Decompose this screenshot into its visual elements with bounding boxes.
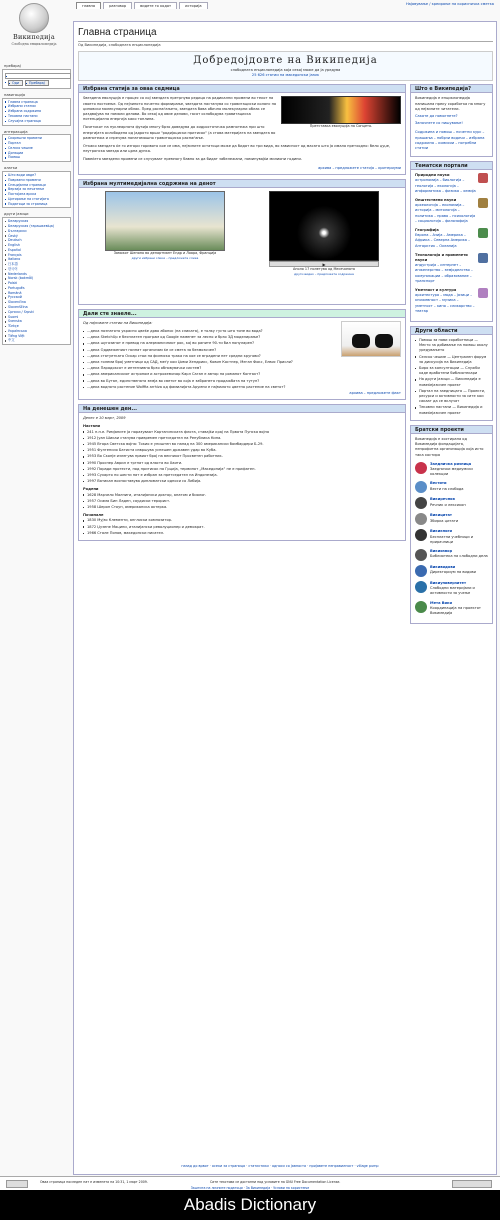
search-portlet bbox=[2, 64, 71, 89]
portal-name[interactable]: Уметност и култура bbox=[415, 288, 457, 293]
want-to-help-link[interactable]: Сакате да помогнете? bbox=[415, 113, 458, 118]
sister-project bbox=[415, 565, 488, 577]
today-date: Денес е 10 март, 2009 bbox=[83, 416, 126, 421]
event-item: 241 п.н.е. Римјаните ја поразуваат Картагинската флота, ставајќи крај на Првата Пунска војна bbox=[83, 430, 401, 435]
sister-project-desc: Заеднички медиумски колекции bbox=[430, 466, 473, 477]
language-link[interactable]: Português bbox=[5, 286, 68, 291]
tab-history[interactable]: историја bbox=[179, 2, 207, 9]
language-link[interactable]: Deutsch bbox=[5, 238, 68, 243]
sister-project-icon[interactable] bbox=[415, 549, 427, 561]
welcome-subtitle: слободната енциклопедија која секој може да ја уредува bbox=[230, 67, 341, 72]
bottom-links[interactable]: назад до врвот · осеки за страница · статистики · односи со јавноста · пријавете неправилност · village pump bbox=[181, 1164, 379, 1168]
tools-link[interactable]: Постојана врска bbox=[5, 192, 68, 197]
portal-links[interactable]: архитектура – мода – јазици – книжевност – музика – уметност – кино – сликарство – театар bbox=[415, 293, 475, 313]
sister-project-name[interactable]: Мета Вики bbox=[430, 600, 452, 605]
portal-links[interactable]: индустрија – интернет – инженерство – земјоделство – комуникации – образование – транспорт bbox=[415, 263, 473, 283]
top-bar bbox=[0, 0, 500, 22]
languages-portlet bbox=[2, 212, 71, 345]
search-button[interactable]: Пребарај bbox=[25, 80, 49, 86]
nav-link[interactable]: Главна страница bbox=[5, 100, 68, 105]
event-item: 1997 Ватикан воспоставува дипломатски односи со Либија. bbox=[83, 479, 401, 484]
birth-item: 1628 Марчело Малпиги, италијански доктор, анатом и биолог. bbox=[83, 493, 401, 498]
left-column bbox=[78, 84, 406, 628]
sister-project bbox=[415, 481, 488, 493]
right-column bbox=[410, 84, 493, 628]
portal-name[interactable]: Општествени науки bbox=[415, 197, 457, 202]
wikipedia-logo[interactable] bbox=[4, 3, 64, 63]
language-link[interactable]: Română bbox=[5, 291, 68, 296]
sister-project-name[interactable]: Заедничка ризница bbox=[430, 461, 472, 466]
tools-link[interactable]: Цитирање на статијата bbox=[5, 197, 68, 202]
dyk-item: ...дека статуетката Оскар стои на филмска трака на кое се вградени пет средни кругови? bbox=[83, 354, 401, 359]
dyk-item: ...дека познатото украсно цвеќе дрво абонос (на сликата), е толку густо што тоне во вода? bbox=[83, 329, 401, 334]
event-item: 1912 Јуан Шикаи станува привремен претседател на Република Кина. bbox=[83, 436, 401, 441]
other-area-item[interactable]: Помош за нови соработници — Место за добивање на помош околу уредувањето bbox=[415, 338, 488, 354]
portal-entry bbox=[415, 173, 488, 194]
tools-link[interactable]: Податоци за страница bbox=[5, 202, 68, 207]
event-item: 1945 Втора Светска војна: Токио е уништен во напад на 300 американски бомбардери Б-29. bbox=[83, 442, 401, 447]
language-link[interactable]: Русский bbox=[5, 295, 68, 300]
death-item: 1966 Стале Попов, македонски писател. bbox=[83, 531, 401, 536]
did-you-know-header: Дали сте знаеле... bbox=[79, 310, 405, 318]
navigation-portlet bbox=[2, 93, 71, 126]
dyk-item: ...дека шугозинот е превод на алерманичниот рок, кој во раните 90-ти бил популарен? bbox=[83, 341, 401, 346]
apollo-caption: Аполо 17 полетува од Месечината bbox=[292, 266, 355, 271]
language-link[interactable]: Беларуская bbox=[5, 219, 68, 224]
video-play-icon[interactable]: ▶ bbox=[269, 261, 379, 267]
sister-project bbox=[415, 497, 488, 509]
nav-link[interactable]: Избрани статии bbox=[5, 104, 68, 109]
sister-project-icon[interactable] bbox=[415, 513, 427, 525]
puzzle-globe-icon bbox=[19, 3, 49, 33]
featured-image-caption: Претставка еволуција на Сонцето. bbox=[309, 124, 373, 129]
portal-icon bbox=[478, 228, 488, 238]
language-link[interactable]: Español bbox=[5, 248, 68, 253]
chateau-image[interactable] bbox=[105, 191, 225, 251]
dyk-item: ...дека во Бутан, единствената земја во светот во која е забранета продажбата на тутун? bbox=[83, 379, 401, 384]
portal-links[interactable]: археологија – економија – историја – митологија – политика – право – психологија – социологија – филозофија bbox=[415, 203, 476, 223]
welcome-title: Добредојдовте на Википедија bbox=[193, 55, 378, 67]
deaths-label: Починале bbox=[83, 513, 104, 518]
featured-p1: Ѕвездена еволуција е процес со кој ѕвездата претрпува редица на радикални промени во текот на своето постоење. Од нејзиното почетно формирање, ѕвездата настанува со гравитациски колапс на џиновски молекуларни облак. Пред распаѓањето, ѕвездата бава обично молекуларни облак се раздвојува на помали делови. Во секој од овие делови, гасот ослободува гравитациска потенцијална енергија како топлина. bbox=[83, 96, 277, 122]
sister-project-icon[interactable] bbox=[415, 462, 427, 474]
featured-p4: Повеќето ѕвездени промени се случуваат премногу бавно за да бидат забележани, поминувајќи милиони години. bbox=[83, 157, 302, 162]
interaction-link[interactable]: Скорешни промени bbox=[5, 136, 68, 141]
tools-link[interactable]: Што води овде? bbox=[5, 173, 68, 178]
nav-link[interactable]: Избрана содржина bbox=[5, 109, 68, 114]
other-area-item[interactable]: На други јазици — Википедија е повеќејазичен проект bbox=[415, 377, 488, 387]
sister-project bbox=[415, 513, 488, 525]
language-link[interactable]: Беларуская (тарашкевіца) bbox=[5, 224, 68, 229]
sister-project-icon[interactable] bbox=[415, 581, 427, 593]
event-item: 1992 Поради протести, под притисок на Грција, терминот „Македонија“ не е прифатен. bbox=[83, 467, 401, 472]
more-videos-link[interactable]: други видео – предложете содржина bbox=[294, 271, 354, 276]
portal-icon bbox=[478, 198, 488, 208]
sister-project bbox=[415, 462, 488, 478]
what-is-header: Што е Википедија? bbox=[411, 85, 492, 93]
dyk-item: ...дека SketchUp е бесплатен програм од Google наменет за лесно и брзо 3Д моделирање? bbox=[83, 335, 401, 340]
sister-project bbox=[415, 601, 488, 617]
tools-link[interactable]: Верзија за печатење bbox=[5, 187, 68, 192]
navigation-header: навигација bbox=[4, 92, 26, 97]
dyk-intro: Од најновите статии на Википедија: bbox=[83, 320, 153, 325]
article-count[interactable]: 25 626 статии на македонски јазик bbox=[251, 72, 320, 77]
dyk-item: ...дека Парадоксот е интензивно брзо обновувачки систем? bbox=[83, 366, 401, 371]
dyk-item: ...дека водното растение Wolffia arrhiza од фамилијата Арумни е најмалото цветно растение на светот? bbox=[83, 385, 401, 390]
featured-article-box bbox=[78, 84, 406, 174]
contents-help-links[interactable]: Содржина и помош – почетни курс – прашања – побрзи водичи – избрана содржина – комисии – потребни статии bbox=[415, 130, 485, 150]
sister-project-icon[interactable] bbox=[415, 529, 427, 541]
featured-more-links[interactable]: архива – предложете статија – критериуми bbox=[318, 165, 401, 170]
portals-header: Тематски портали bbox=[411, 162, 492, 170]
tagline: Од Википедија, слободната енциклопедија bbox=[78, 42, 161, 47]
births-label: Родени bbox=[83, 487, 99, 492]
portal-name[interactable]: Природни науки bbox=[415, 173, 450, 178]
event-item: 1993 Сухарто по шести пат е избран за претседател на Индонезија. bbox=[83, 473, 401, 478]
interaction-link[interactable]: Помош bbox=[5, 155, 68, 160]
sister-project-name[interactable]: Вестити bbox=[430, 481, 447, 486]
language-link[interactable]: Nederlands bbox=[5, 272, 68, 277]
sister-project-name[interactable]: Викицитат bbox=[430, 513, 452, 518]
language-link[interactable]: Suomi bbox=[5, 315, 68, 320]
portal-icon bbox=[478, 173, 488, 183]
sister-project-icon[interactable] bbox=[415, 601, 427, 613]
sisters-intro: Википедија е хостирана од Викимедија фондацијата, непрофитна организација која исто така хостира bbox=[415, 436, 484, 457]
sister-projects-header: Братски проекти bbox=[411, 426, 492, 434]
language-link[interactable]: Français bbox=[5, 253, 68, 258]
what-is-wikipedia-box bbox=[410, 84, 493, 157]
language-link[interactable]: Český bbox=[5, 234, 68, 239]
sister-project-desc: Координација на проектот Викимедија bbox=[430, 605, 482, 615]
event-item: 1951 Фулгенсио Батиста извршува успешен државен удар во Куба. bbox=[83, 448, 401, 453]
interaction-link[interactable]: Донации bbox=[5, 151, 68, 156]
tools-link[interactable]: Специјални страници bbox=[5, 183, 68, 188]
event-item: 1990 Проспер Аврил е тргнат од власта во Хаити. bbox=[83, 461, 401, 466]
other-area-item[interactable]: Биро за консултации — Служби каде вработени библиотекари bbox=[415, 366, 488, 376]
tab-main[interactable]: главна bbox=[76, 2, 101, 9]
language-link[interactable]: Български bbox=[5, 229, 68, 234]
birth-item: 1958 Шерон Стоун, американска актерка. bbox=[83, 505, 401, 510]
interaction-portlet bbox=[2, 130, 71, 163]
welcome-banner bbox=[78, 51, 493, 81]
portals-box bbox=[410, 161, 493, 322]
other-area-item[interactable]: Селско чешмe — Централен форум за дискусија на Википедија bbox=[415, 355, 488, 365]
portal-name[interactable]: Географија bbox=[415, 228, 439, 232]
sister-project-desc: Слободни материјали и активности за учење bbox=[430, 586, 475, 596]
sister-project bbox=[415, 581, 488, 597]
tab-view-source[interactable]: видете го кодот bbox=[134, 2, 177, 9]
language-link[interactable]: 한국어 bbox=[5, 267, 68, 272]
language-link[interactable]: Slovenščina bbox=[5, 305, 68, 310]
language-link[interactable]: Slovenčina bbox=[5, 300, 68, 305]
featured-p3: Откако ѕвездата ќе го изгори горивото кое се има, нејзините остатоци може да бидат во три вида, во зависност од масата што ја имала претходно: бело џуџе, неутронска ѕвезда или црна дупка. bbox=[83, 143, 391, 154]
other-areas-header: Други области bbox=[411, 327, 492, 335]
what-is-text: Википедија е енциклопедија напишана преку соработка на многу од нејзините читатели. bbox=[415, 96, 486, 111]
language-link[interactable]: Norsk (bokmål) bbox=[5, 276, 68, 281]
on-this-day-box bbox=[78, 404, 406, 541]
dyk-item: ...дека американскиот астроном и астрохемичар Карл Саган е автор на романот Контакт? bbox=[83, 372, 401, 377]
portal-entry bbox=[415, 198, 488, 224]
sister-project-name[interactable]: Викиречник bbox=[430, 497, 456, 502]
sister-project-desc: Вести на слобода bbox=[430, 486, 464, 491]
languages-header: други јазици bbox=[4, 212, 29, 217]
last-modified: Оваа страница последен пат е изменета на 10:31, 1 март 2009. bbox=[40, 1180, 148, 1184]
featured-article-header: Избрана статија за оваа седмица bbox=[79, 85, 405, 93]
tools-link[interactable]: Поврзани промени bbox=[5, 178, 68, 183]
featured-p2: Почетокот на нуклеарната фузија многу брзо доведува до хидростатичка рамнотежа при што енергијата ослободена од јадрото врши "радијациски притисок" (а стова материјата на ѕвездата во рамнотежа и спречува понатамошно гравитациско распаѓање. bbox=[83, 125, 276, 140]
sidebar bbox=[0, 64, 73, 349]
interaction-link[interactable]: Селско чешмe bbox=[5, 146, 68, 151]
search-header: пребарај bbox=[4, 64, 21, 68]
portal-links[interactable]: Европа – Азија – Америка – Африка – Северна Америка – Антарктик – Океанија bbox=[415, 233, 470, 248]
language-link[interactable]: Türkçe bbox=[5, 324, 68, 329]
sister-projects-box bbox=[410, 425, 493, 624]
language-link[interactable]: Polski bbox=[5, 281, 68, 286]
on-this-day-header: На денешен ден... bbox=[79, 405, 405, 413]
featured-media-header: Избрана мултимедијална содржина на денот bbox=[79, 180, 405, 188]
sister-project bbox=[415, 529, 488, 545]
nav-link[interactable]: Случајна страница bbox=[5, 119, 68, 124]
tools-portlet bbox=[2, 166, 71, 208]
portal-entry bbox=[415, 228, 488, 249]
watermark-credit: Abadis Dictionary bbox=[0, 1190, 500, 1220]
search-input[interactable] bbox=[5, 73, 71, 79]
page-title: Главна страница bbox=[78, 26, 493, 42]
language-link[interactable]: English bbox=[5, 243, 68, 248]
chateau-caption: Замокот Шеноно во департмант Ендр и Лоара, Франција bbox=[113, 250, 217, 255]
birth-item: 1957 Осама Бин Ладен, саудиски терорист. bbox=[83, 499, 401, 504]
go-button[interactable]: Оди bbox=[8, 80, 23, 86]
language-link[interactable]: Српски / Srpski bbox=[5, 310, 68, 315]
portal-name[interactable]: Технологија и применети науки bbox=[415, 252, 468, 263]
nav-link[interactable]: Тековни настани bbox=[5, 114, 68, 119]
sister-project-name[interactable]: Викикниги bbox=[430, 529, 453, 534]
sister-project-desc: Речник и лексикон bbox=[430, 502, 466, 507]
portal-entry bbox=[415, 253, 488, 284]
main-content bbox=[73, 21, 497, 1175]
sister-project-icon[interactable] bbox=[415, 481, 427, 493]
portal-icon bbox=[478, 253, 488, 263]
other-areas-box bbox=[410, 326, 493, 421]
portal-entry bbox=[415, 288, 488, 314]
language-link[interactable]: Svenska bbox=[5, 319, 68, 324]
sister-project-name[interactable]: Викиизвор bbox=[430, 548, 453, 553]
interaction-link[interactable]: Портал bbox=[5, 141, 68, 146]
language-link[interactable]: Italiano bbox=[5, 257, 68, 262]
solar-evolution-image[interactable] bbox=[281, 96, 401, 124]
other-area-item[interactable]: Портал на заедницата — Проекти, ресурси и активности за сите кои сакаат да се вклучат bbox=[415, 389, 488, 405]
sister-project-desc: Директориум на видови bbox=[430, 570, 476, 575]
language-link[interactable]: 日本語 bbox=[5, 262, 68, 267]
death-item: 1830 Мујзо Клементи, англиски композитор. bbox=[83, 518, 401, 523]
language-link[interactable]: Tiếng Việt bbox=[5, 334, 68, 339]
sister-project-desc: Библиотека на слободни дела bbox=[430, 554, 488, 559]
tab-talk[interactable]: разговор bbox=[103, 2, 132, 9]
portal-links[interactable]: астрономија – биологија – геологија – екологија – информатика – физика – хемија bbox=[415, 178, 476, 193]
dyk-item: ...дека Оддвежениот познат организам ќе се смета за безмозочен? bbox=[83, 348, 401, 353]
sister-project-desc: Збирка цитати bbox=[430, 518, 459, 523]
sister-project-icon[interactable] bbox=[415, 565, 427, 577]
featured-media-box bbox=[78, 179, 406, 305]
sister-project bbox=[415, 549, 488, 561]
footer-links[interactable]: Заштита на личните податоци · За Википедија · Услови на користење bbox=[190, 1186, 310, 1190]
page-tabs bbox=[76, 2, 208, 9]
language-link[interactable]: Українська bbox=[5, 329, 68, 334]
portal-icon bbox=[478, 288, 488, 298]
sister-project-name[interactable]: Викивидови bbox=[430, 564, 456, 569]
dyk-more-links[interactable]: архива – предложете факт bbox=[349, 391, 401, 396]
sister-project-name[interactable]: Викиуниверзитет bbox=[430, 580, 467, 585]
start-writing-link[interactable]: Започнете со пишување! bbox=[415, 121, 463, 126]
apollo-video[interactable] bbox=[269, 191, 379, 261]
sister-project-desc: Бесплатни учебници и прирачници bbox=[430, 534, 474, 544]
login-link[interactable]: Најавување / креирање на корисничка сметка bbox=[405, 2, 494, 6]
logo-subtitle: Слободна енциклопедија bbox=[11, 41, 57, 46]
events-label: Настани bbox=[83, 424, 101, 429]
dyk-item: ...дека големи број уметници од САД, меѓу кои Џими Хендрикс, Ковин Костнер, Меган Фокс, Елвис Присли? bbox=[83, 360, 401, 365]
sister-project-icon[interactable] bbox=[415, 497, 427, 509]
event-item: 1953 Во Скопје излегува првиот број на весникот Просветен работник. bbox=[83, 454, 401, 459]
other-area-item[interactable]: Тековни настани — Википедија и повеќејазичен проект bbox=[415, 405, 488, 415]
death-item: 1872 Џузепе Мацини, италијански револуционер и демократ. bbox=[83, 525, 401, 530]
interaction-header: интеракција bbox=[4, 129, 28, 134]
logo-title: Википедија bbox=[13, 33, 55, 41]
more-pictures-link[interactable]: други избрани слики – предложете слика bbox=[131, 255, 199, 260]
license-text: Сите текстови се достапни под условите на GNU Free Documentation License. bbox=[210, 1180, 341, 1184]
language-link[interactable]: 中文 bbox=[5, 338, 68, 343]
did-you-know-box bbox=[78, 309, 406, 400]
tools-header: алатки bbox=[4, 166, 18, 171]
